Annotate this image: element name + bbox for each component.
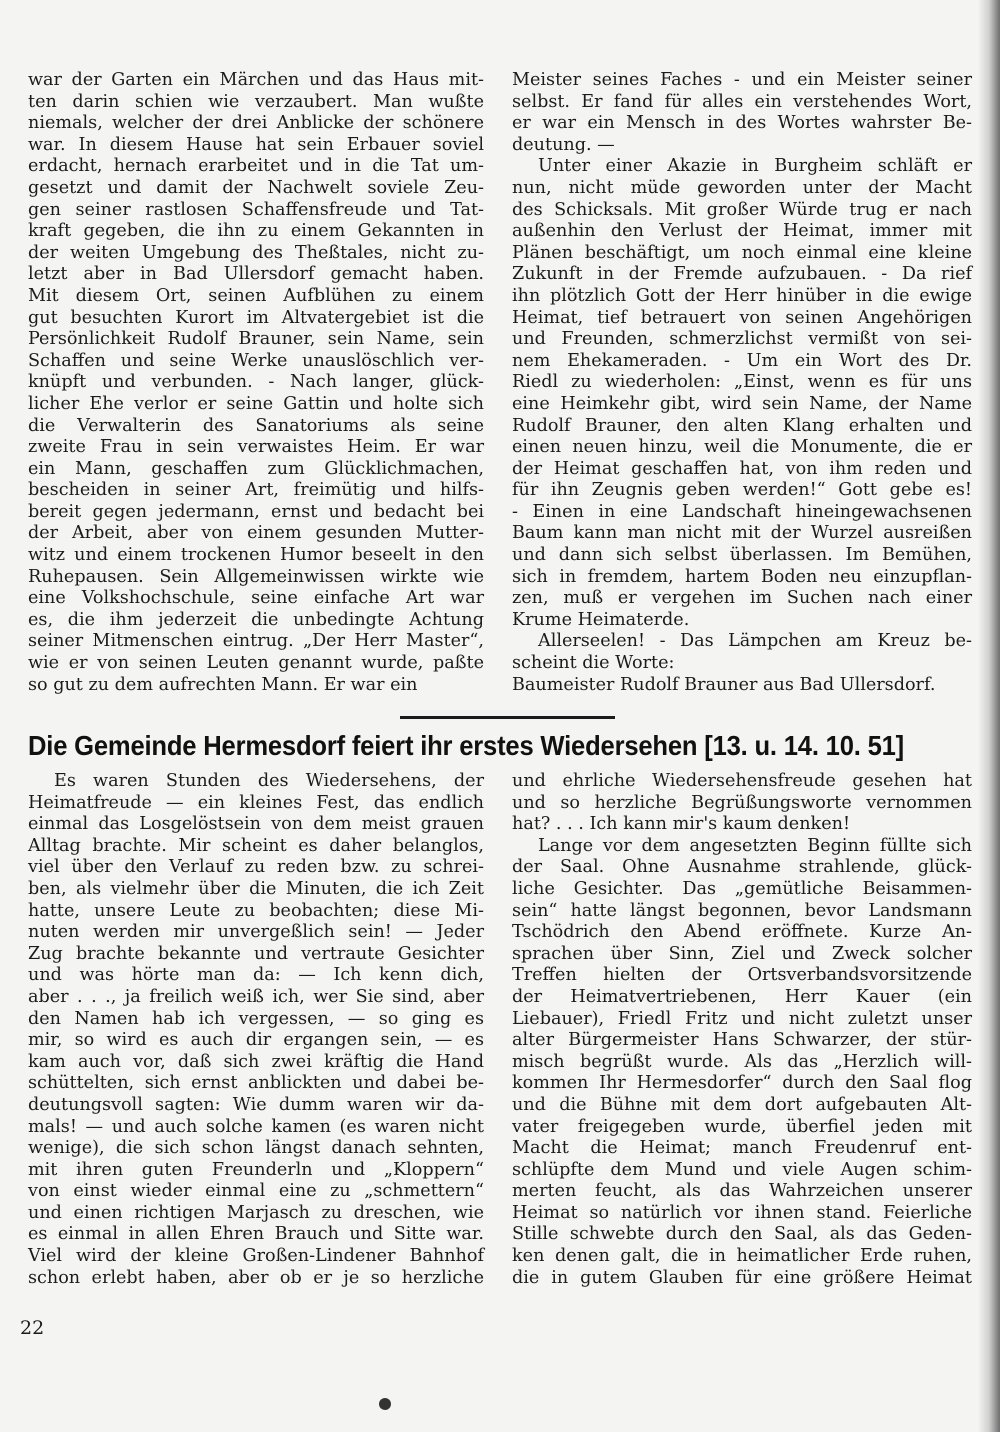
text-line: Lange vor dem angesetzten Beginn füllte sich [538, 835, 972, 856]
text-line: Treffen hielten der Ortsverbandsvorsitzende [512, 965, 972, 986]
text-line: mit ihren guten Freunderln und „Kloppern“ [28, 1159, 484, 1180]
ornament-dot-icon [379, 1398, 391, 1410]
text-line: es, die ihm jederzeit die unbedingte Achtung [28, 609, 484, 630]
text-line: viel über den Verlauf zu reden bzw. zu schrei- [28, 857, 484, 878]
text-line: Zug brachte bekannte und vertraute Gesichter [28, 943, 484, 964]
text-line: Allerseelen! - Das Lämpchen am Kreuz be- [538, 631, 972, 652]
text-line: niemals, welcher der drei Anblicke der schönere [28, 113, 484, 134]
text-line: für ihn Zeugnis geben werden!“ Gott gebe es! [512, 480, 972, 501]
text-line: und die Bühne mit dem dort aufgebauten Alt- [512, 1094, 972, 1115]
text-line: deutungsvoll sagten: Wie dumm waren wir da- [28, 1094, 484, 1115]
text-line: von einst wieder einmal eine zu „schmettern“ [28, 1181, 484, 1202]
text-line: scheint die Worte: [512, 653, 675, 674]
text-line: Zukunft in der Fremde aufzubauen. - Da rief [512, 264, 972, 285]
article-top-left-column [28, 70, 484, 696]
text-line: Heimat, tief betrauert von seinen Angehörigen [512, 307, 972, 328]
text-line: die in gutem Glauben für eine größere Heimat [512, 1267, 972, 1288]
text-line: eine Heimkehr gibt, wird sein Name, der Name [512, 393, 972, 414]
text-line: hat? . . . Ich kann mir's kaum denken! [512, 814, 851, 835]
text-line: außenhin den Verlust der Heimat, immer mit [512, 221, 972, 242]
text-line: knüpft und verbunden. - Nach langer, glück- [28, 372, 484, 393]
text-line: licher Ehe verlor er seine Gattin und holte sich [28, 393, 484, 414]
text-line: Schaffen und seine Werke unauslöschlich ver- [28, 350, 484, 371]
text-line: nuten werden mir unvergeßlich sein! — Jeder [28, 922, 484, 943]
text-line: ihn plötzlich Gott der Herr hinüber in die ewige [512, 285, 972, 306]
text-line: Riedl zu wiederholen: „Einst, wenn es für uns [512, 372, 972, 393]
text-line: gut besuchten Kurort im Altvatergebiet ist die [28, 307, 484, 328]
text-line: Liebauer), Friedl Fritz und nicht zuletzt unser [512, 1008, 972, 1029]
text-line: Heimatfreude — ein kleines Fest, das endlich [28, 792, 484, 813]
text-line: - Einen in eine Landschaft hineingewachsenen [512, 501, 972, 522]
text-line: Macht die Heimat; manch Freudenruf ent- [512, 1138, 972, 1159]
text-line: den Namen hab ich vergessen, — so ging es [28, 1008, 484, 1029]
text-line: und ehrliche Wiedersehensfreude gesehen hat [512, 771, 972, 791]
text-line: letzt aber in Bad Ullersdorf gemacht haben. [28, 264, 484, 285]
text-line: alter Bürgermeister Hans Schwarzer, der stür- [512, 1030, 972, 1051]
text-line: Baumeister Rudolf Brauner aus Bad Ullersdorf. [512, 674, 936, 695]
text-line: der Saal. Ohne Ausnahme strahlende, glück- [512, 857, 972, 878]
text-line: selbst. Er fand für alles ein verstehendes Wort, [512, 91, 972, 112]
text-line: es einmal in allen Ehren Brauch und Sitte war. [28, 1224, 484, 1245]
text-line: der Heimatvertriebenen, Herr Kauer (ein [512, 986, 972, 1007]
text-line: war. In diesem Hause hat sein Erbauer soviel [28, 134, 484, 155]
text-line: einmal das Losgelöstsein von dem meist grauen [28, 814, 484, 835]
text-line: war der Garten ein Märchen und das Haus mit- [28, 70, 484, 90]
text-line: zen, muß er vergehen im Suchen nach einer [512, 588, 972, 609]
text-line: Plänen beschäftigt, um noch einmal eine kleine [512, 242, 972, 263]
text-line: Es waren Stunden des Wiedersehens, der [54, 771, 484, 791]
text-line: erdacht, hernach erarbeitet und in die Tat um- [28, 156, 484, 177]
text-line: und Freunden, schmerzlichst vermißt von sei- [512, 329, 972, 350]
text-line: merten feucht, als das Wahrzeichen unserer [512, 1181, 972, 1202]
text-line: der Heimat geschaffen hat, von ihm reden und [512, 458, 972, 479]
text-line: zweite Frau in sein verwaistes Heim. Er war [28, 437, 484, 458]
article-top-right-column [512, 70, 972, 696]
text-line: Baum kann man nicht mit der Wurzel ausreißen [512, 523, 972, 544]
text-line: der weiten Umgebung des Theßtales, nicht zu- [28, 242, 484, 263]
text-line: sein“ hatte längst begonnen, bevor Landsmann [512, 900, 972, 921]
text-line: mals! — und auch solche kamen (es waren nicht [28, 1116, 484, 1137]
text-line: und einen richtigen Marjasch zu dreschen, wie [28, 1202, 484, 1223]
text-line: Alltag brachte. Mir scheint es daher belanglos, [28, 835, 484, 856]
text-line: sprachen über Sinn, Ziel und Zweck solcher [512, 943, 972, 964]
text-line: Unter einer Akazie in Burgheim schläft er [538, 156, 972, 177]
text-line: hatte, unsere Leute zu beobachten; diese Mi- [28, 900, 484, 921]
text-line: so gut zu dem aufrechten Mann. Er war ein [28, 674, 418, 695]
text-line: Persönlichkeit Rudolf Brauner, sein Name, sein [28, 329, 484, 350]
text-line: kraft gegeben, die ihn zu einem Gekannten in [28, 221, 484, 242]
text-line: Stille schwebte durch den Saal, als das Geden- [512, 1224, 972, 1245]
article-bottom-left-column [28, 771, 484, 1289]
article-bottom-right-column [512, 771, 972, 1289]
text-line: Heimat so natürlich vor ihnen stand. Feierliche [512, 1202, 972, 1223]
text-line: ken denen galt, die in heimatlicher Erde ruhen, [512, 1246, 972, 1267]
text-line: kam auch vor, daß sich zwei kräftig die Hand [28, 1051, 484, 1072]
text-line: seiner Mitmenschen eintrug. „Der Herr Master“, [28, 631, 484, 652]
text-line: Tschödrich den Abend eröffnete. Kurze An- [512, 922, 972, 943]
text-line: aber . . ., ja freilich weiß ich, wer Sie sind, aber [28, 986, 484, 1007]
text-line: er war ein Mensch in des Wortes wahrster Be- [512, 113, 972, 134]
text-line: vater freigegeben wurde, überfiel jeden mit [512, 1116, 972, 1137]
text-line: bescheiden in seiner Art, freimütig und hilfs- [28, 480, 484, 501]
text-line: gesetzt und damit der Nachwelt soviele Zeu- [28, 177, 484, 198]
text-line: gen seiner rastlosen Schaffensfreude und Tat- [28, 199, 484, 220]
text-line: wenige), die sich schon längst danach sehnten, [28, 1138, 484, 1159]
page-number: 22 [20, 1317, 45, 1339]
text-line: schon erlebt haben, aber ob er je so herzliche [28, 1267, 484, 1288]
text-line: des Schicksals. Mit großer Würde trug er nach [512, 199, 972, 220]
text-line: Meister seines Faches - und ein Meister seiner [512, 70, 972, 90]
text-line: schlüpfte dem Mund und viele Augen schim- [512, 1159, 972, 1180]
text-line: deutung. — [512, 134, 615, 155]
text-line: Ruhepausen. Sein Allgemeinwissen wirkte wie [28, 566, 484, 587]
text-line: schüttelten, sich ernst anblickten und dabei be- [28, 1073, 484, 1094]
text-line: der Arbeit, aber von einem gesunden Mutter- [28, 523, 484, 544]
text-line: nun, nicht müde geworden unter der Macht [512, 177, 972, 198]
text-line: Mit diesem Ort, seinen Aufblühen zu einem [28, 285, 484, 306]
text-line: sich in fremdem, hartem Boden neu einzupflan- [512, 566, 972, 587]
text-line: Rudolf Brauner, den alten Klang erhalten und [512, 415, 972, 436]
text-line: bereit gegen jedermann, ernst und bedacht bei [28, 501, 484, 522]
text-line: und dann sich selbst überlassen. Im Bemühen, [512, 545, 972, 566]
section-divider [400, 716, 615, 719]
text-line: liche Gesichter. Das „gemütliche Beisammen- [512, 878, 972, 899]
text-line: ben, als vielmehr über die Minuten, die ich Zeit [28, 878, 484, 899]
text-line: mir, so wird es auch dir ergangen sein, — es [28, 1030, 484, 1051]
page-edge-shadow [978, 0, 1000, 1432]
text-line: nem Ehekameraden. - Um ein Wort des Dr. [512, 350, 972, 371]
text-line: und was hörte man da: — Ich kenn dich, [28, 965, 484, 986]
text-line: witz und einem trockenen Humor beseelt in den [28, 545, 484, 566]
text-line: Krume Heimaterde. [512, 609, 690, 630]
text-line: Viel wird der kleine Großen-Lindener Bahnhof [28, 1246, 484, 1267]
text-line: und so herzliche Begrüßungsworte vernommen [512, 792, 972, 813]
text-line: die Verwalterin des Sanatoriums als seine [28, 415, 484, 436]
text-line: eine Volkshochschule, seine einfache Art war [28, 588, 484, 609]
text-line: einen neuen hinzu, weil die Monumente, die er [512, 437, 972, 458]
text-line: misch begrüßt wurde. Als das „Herzlich will- [512, 1051, 972, 1072]
text-line: kommen Ihr Hermesdorfer“ durch den Saal flog [512, 1073, 972, 1094]
text-line: ein Mann, geschaffen zum Glücklichmachen, [28, 458, 484, 479]
text-line: wie er von seinen Leuten genannt wurde, paßte [28, 653, 484, 674]
article-headline: Die Gemeinde Hermesdorf feiert ihr erstes Wiedersehen [13. u. 14. 10. 51] [28, 730, 905, 761]
text-line: ten darin schien wie verzaubert. Man wußte [28, 91, 484, 112]
